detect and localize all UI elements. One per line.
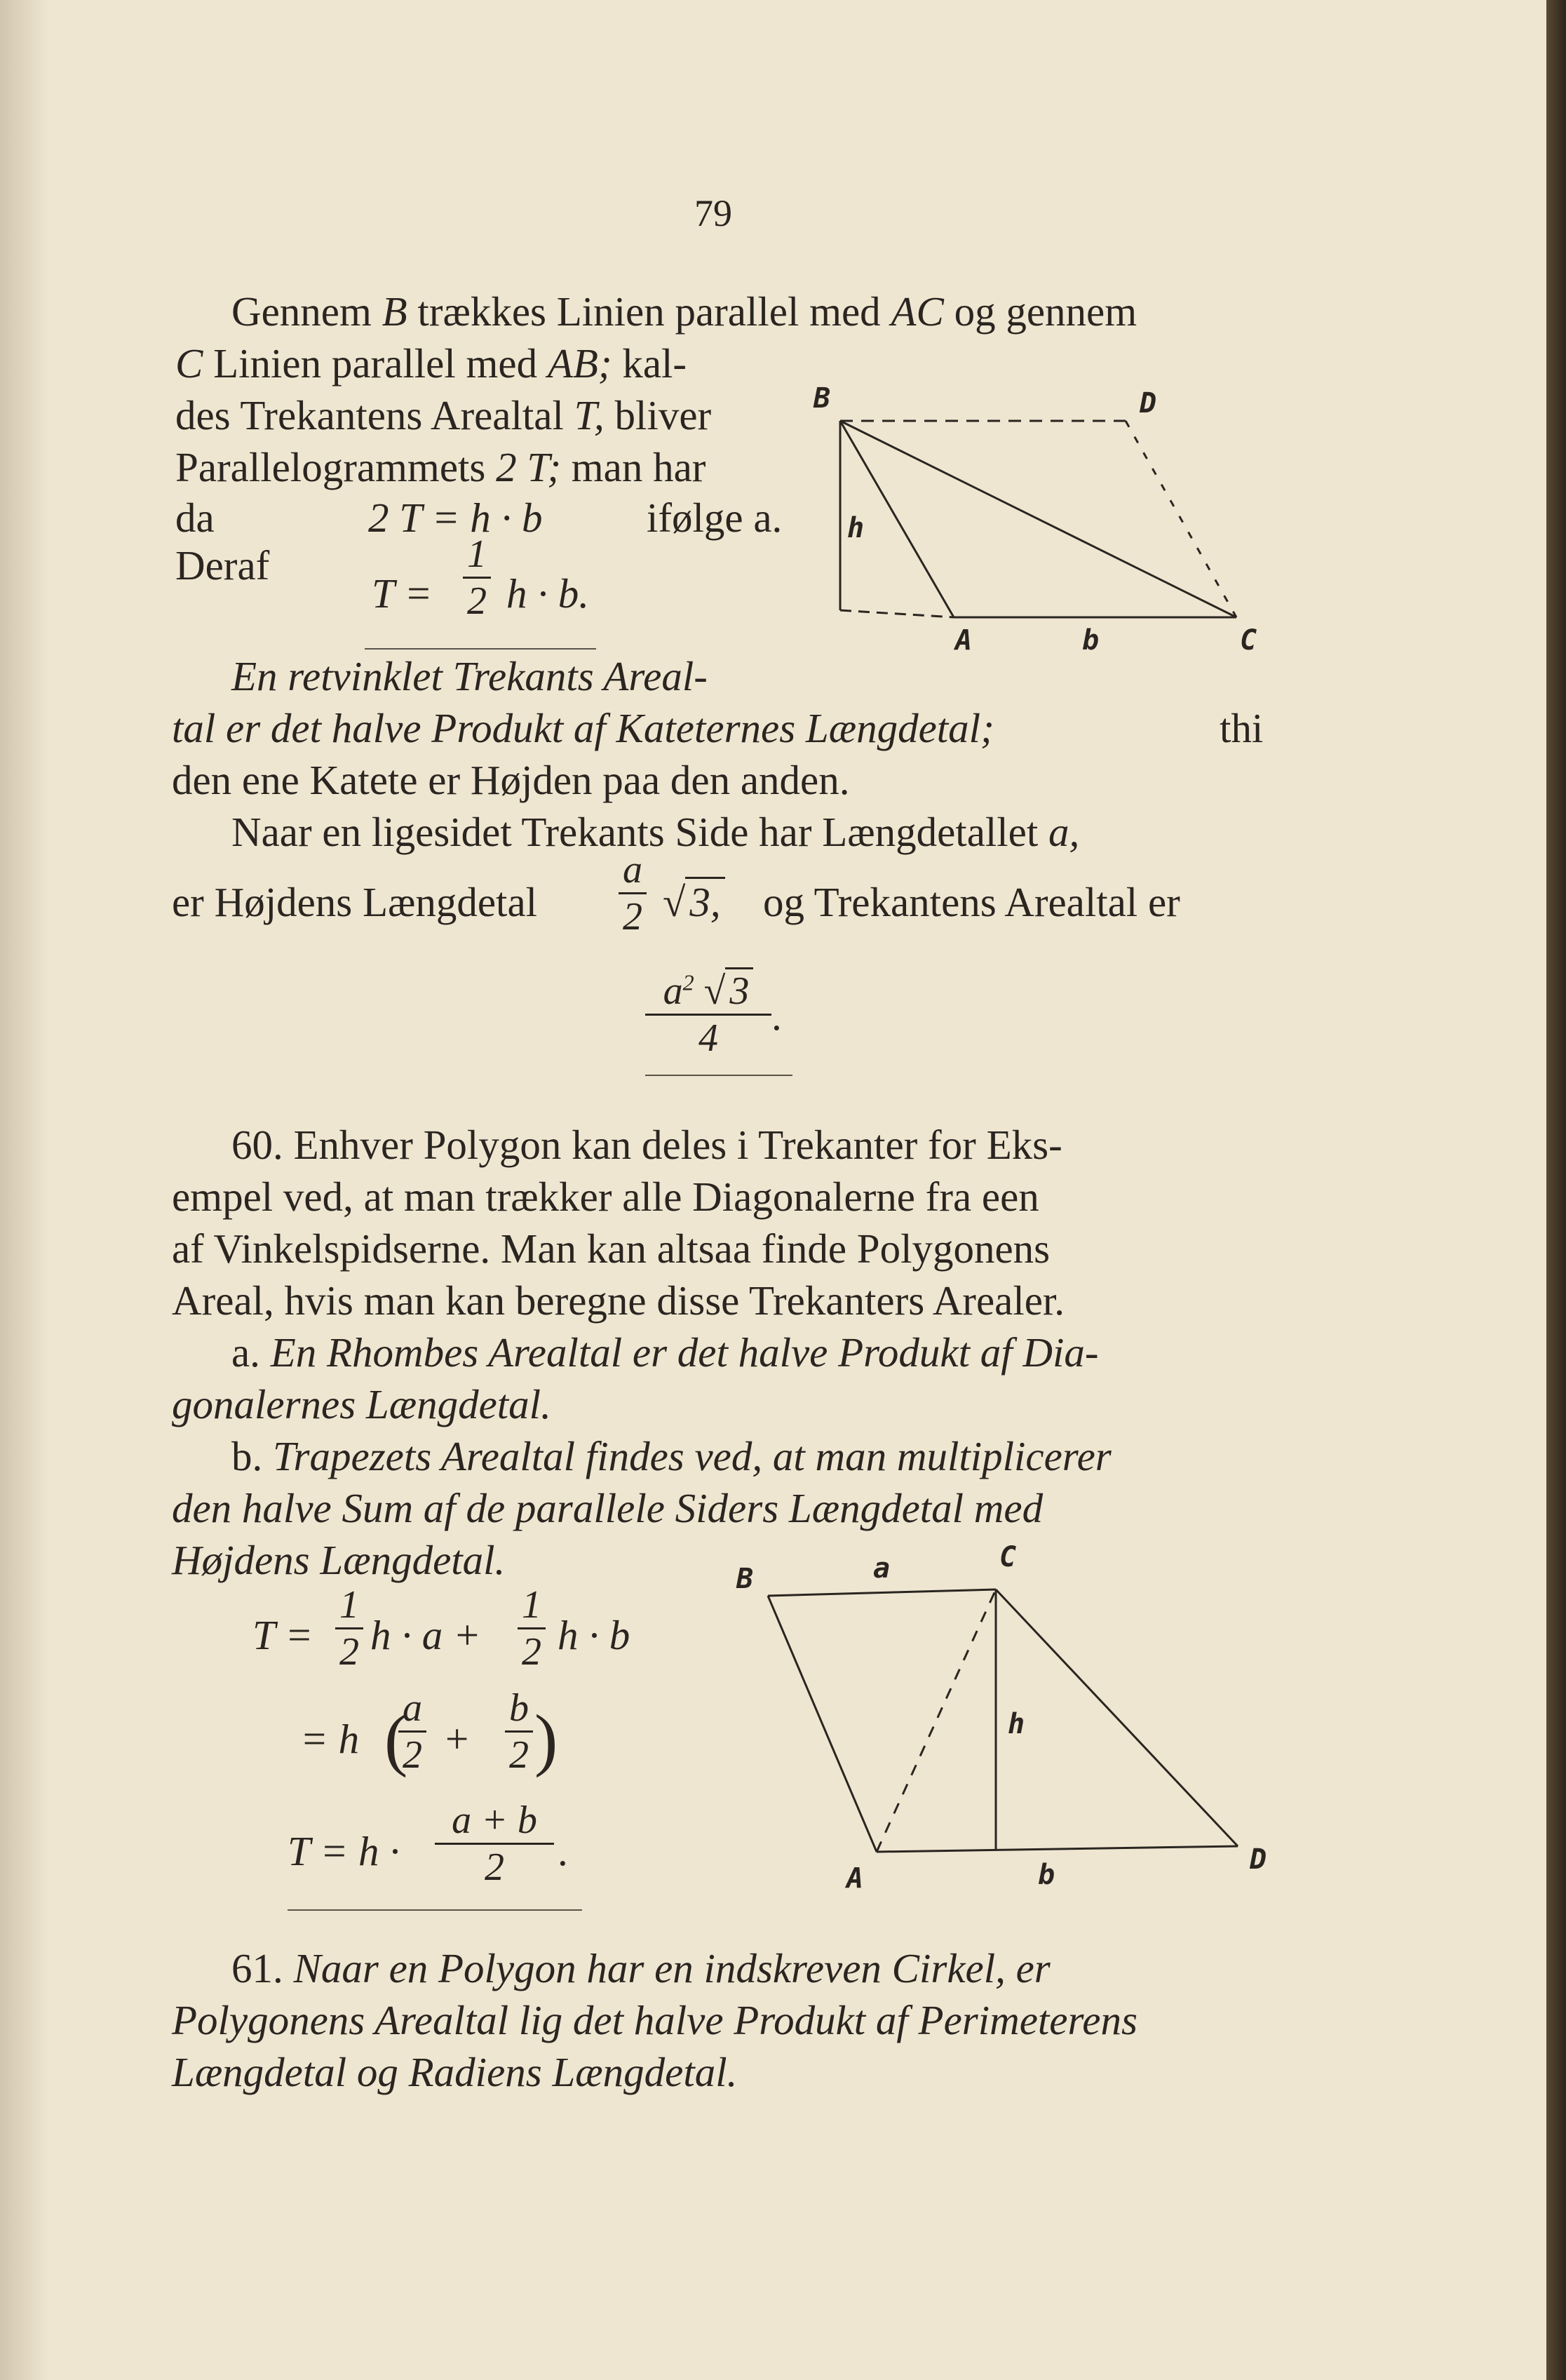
formula2-frac2 [505,1687,533,1776]
denominator: 2 [509,1733,529,1777]
text: og gennem [943,288,1138,335]
fraction-area-equilateral [645,961,771,1059]
var-B: B [382,288,407,335]
side-CD [996,1589,1238,1846]
fraction-bar [463,577,491,579]
fraction-bar [518,1627,546,1629]
side-BC [768,1589,996,1596]
text: Naar en Polygon har en indskreven Cirkel, er [293,1945,1051,1991]
para1-line5-label: da [175,495,215,541]
fraction-a-half [619,849,647,938]
text: En Rhombes Arealtal er det halve Produkt af Dia- [270,1329,1099,1376]
fraction-bar [435,1843,554,1845]
fig2-label-C: C [999,1541,1017,1573]
text: des Trekantens Arealtal [175,392,574,438]
formula-period: . [771,993,782,1039]
para1-line2 [175,338,687,389]
page-gutter-shadow [0,0,49,2380]
theorem1-line1: En retvinklet Trekants Areal- [231,653,708,699]
fig1-label-h: h [847,512,865,544]
fig1-label-C: C [1240,624,1257,657]
segment-BC [840,421,1236,617]
section60-a-line2: gonalernes Længdetal. [172,1381,551,1427]
var-a: a [663,969,683,1013]
section60-b-line1 [231,1431,1112,1481]
var-a: a, [1048,809,1080,855]
paren-right: ) [534,1700,558,1778]
formula-rule [288,1909,582,1911]
var-AB: AB; [547,340,612,386]
numerator: 1 [339,1583,359,1627]
numerator: a [403,1686,422,1730]
denominator: 2 [339,1630,359,1674]
formula2-lhs: = h [300,1716,360,1762]
item-label: a. [231,1329,260,1376]
formula-rule [365,648,596,650]
formula-2T: 2 T = h · b [368,495,543,541]
text: trækkes Linien parallel med [407,288,891,335]
radicand: 3 [725,967,753,1013]
section60-line1: 60. Enhver Polygon kan deles i Trekanter for Eks- [231,1122,1062,1168]
theorem1-line3: den ene Katete er Højden paa den anden. [172,757,850,803]
text: bliver [604,392,712,438]
fraction-bar [645,1014,771,1016]
para2-line2-post: og Trekantens Arealtal er [763,879,1180,925]
para1-line4 [175,442,706,492]
fig2-label-B: B [736,1563,754,1595]
formula3-end: . [558,1828,568,1874]
fig2-label-b: b [1038,1859,1055,1891]
var-T: T, [574,392,605,438]
section61-line3: Længdetal og Radiens Længdetal. [172,2049,738,2095]
denominator: 2 [623,895,642,939]
section60-line3: af Vinkelspidserne. Man kan altsaa finde Polygonens [172,1225,1051,1272]
formula1-frac1 [335,1584,363,1673]
fraction-bar [335,1627,363,1629]
segment-DC [1126,421,1236,617]
fig1-label-A: A [955,624,973,657]
para1-line1 [231,286,1137,337]
para1-line6-label: Deraf [175,542,270,589]
height-base-dashed [840,610,954,617]
section60-b-line3: Højdens Længdetal. [172,1537,506,1583]
formula-rule [645,1075,792,1076]
para1-line5-tail: ifølge a. [647,495,783,541]
para2-line2-pre: er Højdens Længdetal [172,879,538,925]
page-edge [1546,0,1566,2380]
section60-b-line2: den halve Sum af de parallele Siders Længdetal med [172,1485,1044,1531]
fraction-bar [619,892,647,894]
formula-T-rhs: h · b. [506,570,589,617]
formula-T-lhs: T = [372,570,433,617]
numerator: 1 [467,532,487,576]
formula1-lhs: T = [252,1612,313,1658]
radical-sign: √ [703,969,726,1013]
exponent: 2 [682,969,694,995]
text: Gennem [231,288,382,335]
fraction-half [463,533,491,622]
var-C: C [175,340,203,386]
sqrt-3 [663,877,725,927]
fraction-bar [398,1730,426,1733]
section60-a-line1 [231,1327,1099,1378]
formula3-frac [435,1799,554,1888]
text: Linien parallel med [203,340,548,386]
section61-line1 [231,1943,1051,1994]
figure-triangle-parallelogram [831,407,1252,638]
fig2-label-h: h [1008,1708,1025,1740]
radicand: 3, [685,877,724,925]
section60-line2: empel ved, at man trækker alle Diagonalerne fra een [172,1174,1039,1220]
fig1-label-B: B [814,382,831,415]
theorem1-line2 [172,703,1264,753]
fraction-bar [505,1730,533,1733]
fig2-label-D: D [1250,1843,1267,1876]
formula1-frac2 [518,1584,546,1673]
formula3-lhs: T = h · [288,1828,400,1874]
paren-left: ( [384,1700,408,1778]
denominator: 2 [522,1630,541,1674]
formula2-plus: + [445,1716,469,1762]
text: thi [1220,705,1264,751]
fig2-label-A: A [846,1862,864,1895]
numerator: b [509,1686,529,1730]
formula1-mid: h · a + [370,1612,481,1658]
text: kal- [612,340,687,386]
numerator [663,969,754,1013]
text: man har [561,444,706,490]
section60-line4: Areal, hvis man kan beregne disse Trekanters Arealer. [172,1277,1065,1324]
denominator: 4 [698,1016,718,1060]
diagonal-AC [877,1589,996,1852]
numerator: a [623,848,642,892]
fig1-label-D: D [1140,387,1157,419]
numerator: a + b [452,1799,537,1842]
section61-line2: Polygonens Arealtal lig det halve Produkt af Perimeterens [172,1997,1138,2043]
numerator: 1 [522,1583,541,1627]
para1-line3 [175,390,711,441]
formula1-end: h · b [558,1612,630,1658]
var-2T: 2 T; [496,444,561,490]
fig1-label-b: b [1082,624,1100,657]
side-BA [768,1596,877,1852]
denominator: 2 [485,1845,504,1889]
text: Naar en ligesidet Trekants Side har Længdetallet [231,809,1048,855]
section-number: 61. [231,1945,283,1991]
text: tal er det halve Produkt af Kateternes Længdetal; [172,705,994,751]
page-number: 79 [694,192,732,234]
side-AD [877,1846,1238,1852]
item-label: b. [231,1433,263,1479]
denominator: 2 [403,1733,422,1777]
text: Parallelogrammets [175,444,497,490]
fig2-label-a: a [873,1552,891,1585]
formula2-frac1 [398,1687,426,1776]
radical-sign: √ [663,879,686,925]
var-AC: AC [891,288,944,335]
para2-line1 [231,807,1079,857]
denominator: 2 [467,579,487,623]
text: Trapezets Arealtal findes ved, at man multiplicerer [273,1433,1112,1479]
